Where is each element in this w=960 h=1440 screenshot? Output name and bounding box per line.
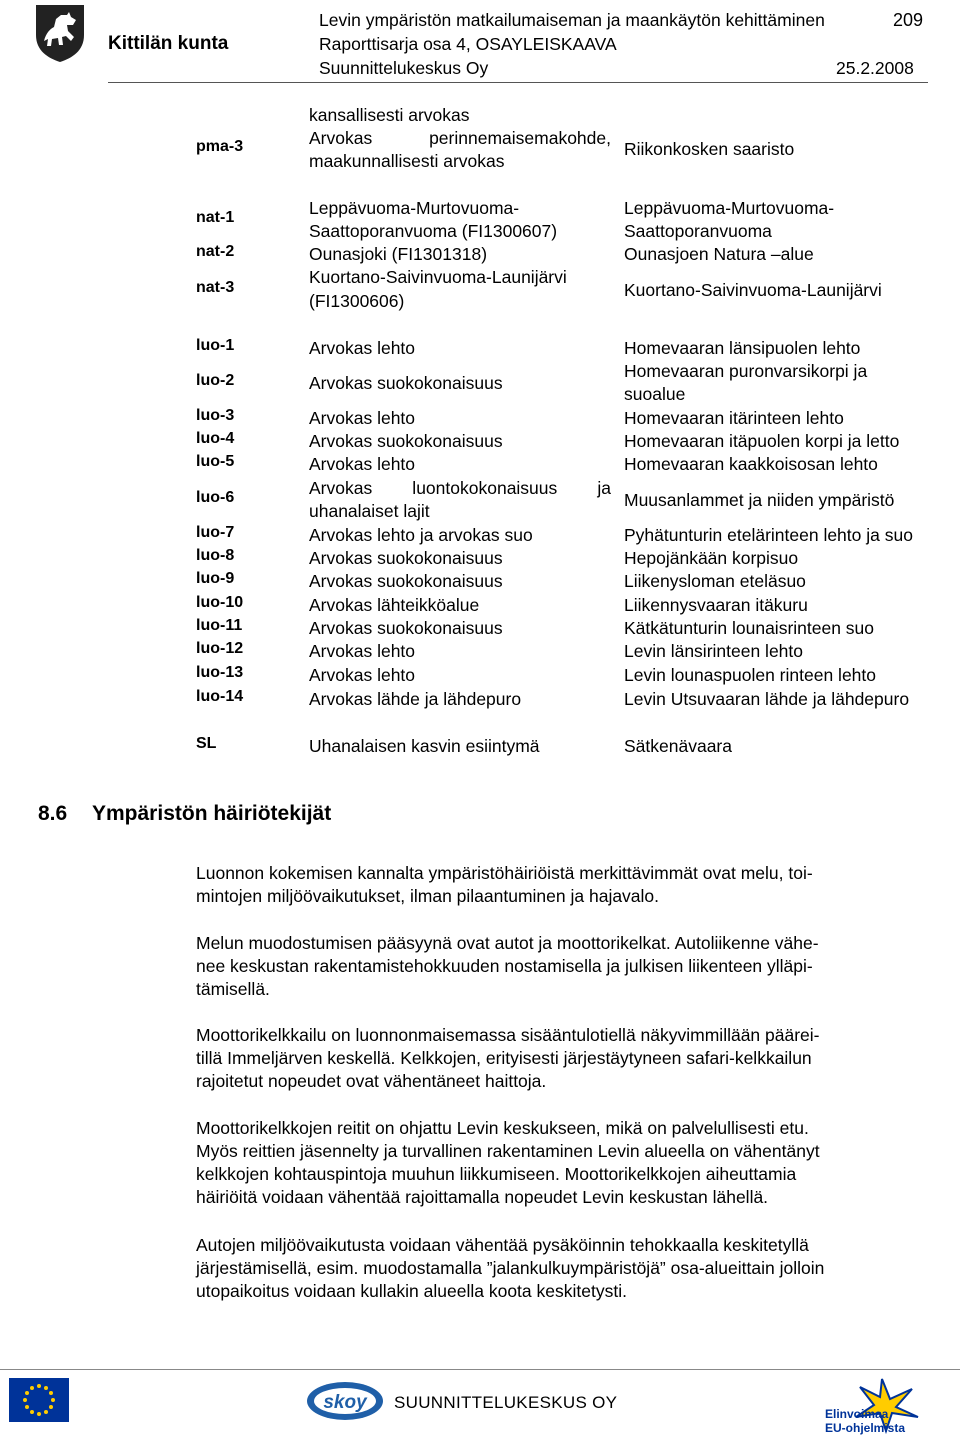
row-value: Arvokas luontokokonaisuus ja [309,478,611,498]
row-location: Riikonkosken saaristo [624,139,795,159]
row-code: luo-3 [196,407,235,424]
row-value: Arvokas lähde ja lähdepuro [309,689,522,709]
row-location: Leppävuoma-Murtovuoma- [624,198,835,218]
row-value: Arvokas lehto [309,454,416,474]
paragraph-line: häiriöitä voidaan vähentää rajoittamalla nopeudet Levin keskustan lähellä. [196,1187,769,1207]
row-value: Ounasjoki (FI1301318) [309,244,488,264]
paragraph-line: tillä Immeljärven keskellä. Kelkkojen, erityisesti järjestäytyneen safari-kelkkailun [196,1048,812,1068]
row-code: luo-1 [196,337,235,354]
row-value: Arvokas suokokonaisuus [309,431,503,451]
row-value: Arvokas lehto [309,665,416,685]
paragraph-line: tämisellä. [196,979,270,999]
paragraph-line: rajoitetut nopeudet ovat vähentäneet haittoja. [196,1071,547,1091]
row-value: Arvokas lähteikköalue [309,595,480,615]
row-location: Homevaaran puronvarsikorpi ja [624,361,868,381]
skoy-logo-text: skoy [323,1392,367,1413]
row-value: Arvokas suokokonaisuus [309,571,503,591]
row-value: Kuortano-Saivinvuoma-Launijärvi [309,267,567,287]
row-value: Arvokas lehto [309,338,416,358]
row-code: luo-2 [196,372,235,389]
eu-flag-icon [9,1378,69,1422]
row-value: Arvokas suokokonaisuus [309,548,503,568]
row-location: Saattoporanvuoma [624,221,772,241]
report-author: Suunnittelukeskus Oy [319,58,489,78]
row-value: Saattoporanvuoma (FI1300607) [309,221,558,241]
report-series: Raporttisarja osa 4, OSAYLEISKAAVA [319,34,617,54]
page-number: 209 [893,10,924,30]
paragraph-line: kelkkojen kohtauspintoja muuhun liikkumiseen. Moottorikelkkojen aiheuttamia [196,1164,797,1184]
paragraph [196,932,922,1001]
row-location: Kätkätunturin lounaisrinteen suo [624,618,875,638]
row-location: Muusanlammet ja niiden ympäristö [624,490,895,510]
row-code: nat-1 [196,209,235,226]
row-value: Arvokas lehto ja arvokas suo [309,525,533,545]
eu-programme-logo [820,1375,950,1435]
eu-programme-line2: EU-ohjelmista [825,1421,906,1435]
row-code: luo-11 [196,617,243,634]
row-location: Liikenysloman eteläsuo [624,571,806,591]
row-location: Levin lounaspuolen rinteen lehto [624,665,876,685]
footer-company-name: SUUNNITTELUKESKUS OY [394,1393,618,1412]
row-location: Hepojänkään korpisuo [624,548,799,568]
footer-divider [0,1369,960,1370]
row-value: Arvokas perinnemaisemakohde, [309,128,611,148]
row-value: Arvokas suokokonaisuus [309,618,503,638]
paragraph [196,1234,922,1303]
row-location: suoalue [624,384,686,404]
row-location: Homevaaran itärinteen lehto [624,408,844,428]
row-location: Kuortano-Saivinvuoma-Launijärvi [624,280,882,300]
row-value: Leppävuoma-Murtovuoma- [309,198,520,218]
paragraph [196,1024,922,1093]
row-code: luo-13 [196,664,244,681]
row-location: Levin länsirinteen lehto [624,641,804,661]
paragraph-line: järjestämisellä, esim. muodostamalla ”jalankulkuympäristöjä” osa-alueittain jolloin [196,1258,825,1278]
paragraph-line: Moottorikelkkailu on luonnonmaisemassa sisääntulotiellä näkyvimmillään päärei- [196,1025,820,1045]
paragraph [196,862,922,908]
row-code: pma-3 [196,138,244,155]
row-code: luo-5 [196,453,235,470]
eu-programme-line1: Elinvoimaa [825,1407,889,1421]
row-value: Arvokas lehto [309,408,416,428]
row-code: luo-12 [196,640,244,657]
row-value: Uhanalaisen kasvin esiintymä [309,736,540,756]
row-location: Levin Utsuvaaran lähde ja lähdepuro [624,689,910,709]
row-code: nat-2 [196,243,235,260]
paragraph-line: Moottorikelkkojen reitit on ohjattu Levin keskukseen, mikä on palvelullisesti etu. [196,1118,809,1138]
skoy-logo [305,1380,385,1422]
row-value: maakunnallisesti arvokas [309,151,505,171]
row-location: Pyhätunturin etelärinteen lehto ja suo [624,525,913,545]
paragraph-line: nee keskustan rakentamistehokkuuden nostamisella ja julkisen liikenteen ylläpi- [196,956,813,976]
municipality-name: Kittilän kunta [108,33,229,54]
row-code: luo-14 [196,688,244,705]
paragraph-line: Luonnon kokemisen kannalta ympäristöhäiriöistä merkittävimmät ovat melu, toi- [196,863,813,883]
row-code: luo-6 [196,489,235,506]
row-code: luo-8 [196,547,235,564]
paragraph-line: Melun muodostumisen pääsyynä ovat autot ja moottorikelkat. Autoliikenne vähe- [196,933,819,953]
section-number: 8.6 [38,802,68,825]
row-code: SL [196,735,217,752]
row-location: Sätkenävaara [624,736,732,756]
row-code: nat-3 [196,279,235,296]
paragraph-line: Autojen miljöövaikutusta voidaan vähentää pysäköinnin tehokkaalla keskitetyllä [196,1235,809,1255]
row-value: kansallisesti arvokas [309,105,470,125]
paragraph-line: utopaikoitus voidaan kullakin alueella koota keskitetysti. [196,1281,627,1301]
municipality-crest-logo [34,3,86,63]
row-location: Homevaaran länsipuolen lehto [624,338,861,358]
row-code: luo-7 [196,524,235,541]
section-title: Ympäristön häiriötekijät [92,802,332,825]
row-value: (FI1300606) [309,291,405,311]
row-code: luo-9 [196,570,235,587]
report-date: 25.2.2008 [836,58,914,78]
row-value: Arvokas lehto [309,641,416,661]
row-value: uhanalaiset lajit [309,501,430,521]
row-location: Ounasjoen Natura –alue [624,244,814,264]
paragraph-line: mintojen miljöövaikutukset, ilman pilaantuminen ja hajavalo. [196,886,660,906]
paragraph [196,1117,922,1209]
row-value: Arvokas suokokonaisuus [309,373,503,393]
row-location: Homevaaran itäpuolen korpi ja letto [624,431,900,451]
row-code: luo-10 [196,594,244,611]
header-divider [108,82,928,83]
paragraph-line: Myös reittien jäsennelty ja turvallinen rakentaminen Levin alueella on vähentänyt [196,1141,820,1161]
row-code: luo-4 [196,430,235,447]
row-location: Liikennysvaaran itäkuru [624,595,808,615]
report-title: Levin ympäristön matkailumaiseman ja maankäytön kehittäminen [319,10,825,30]
row-location: Homevaaran kaakkoisosan lehto [624,454,878,474]
